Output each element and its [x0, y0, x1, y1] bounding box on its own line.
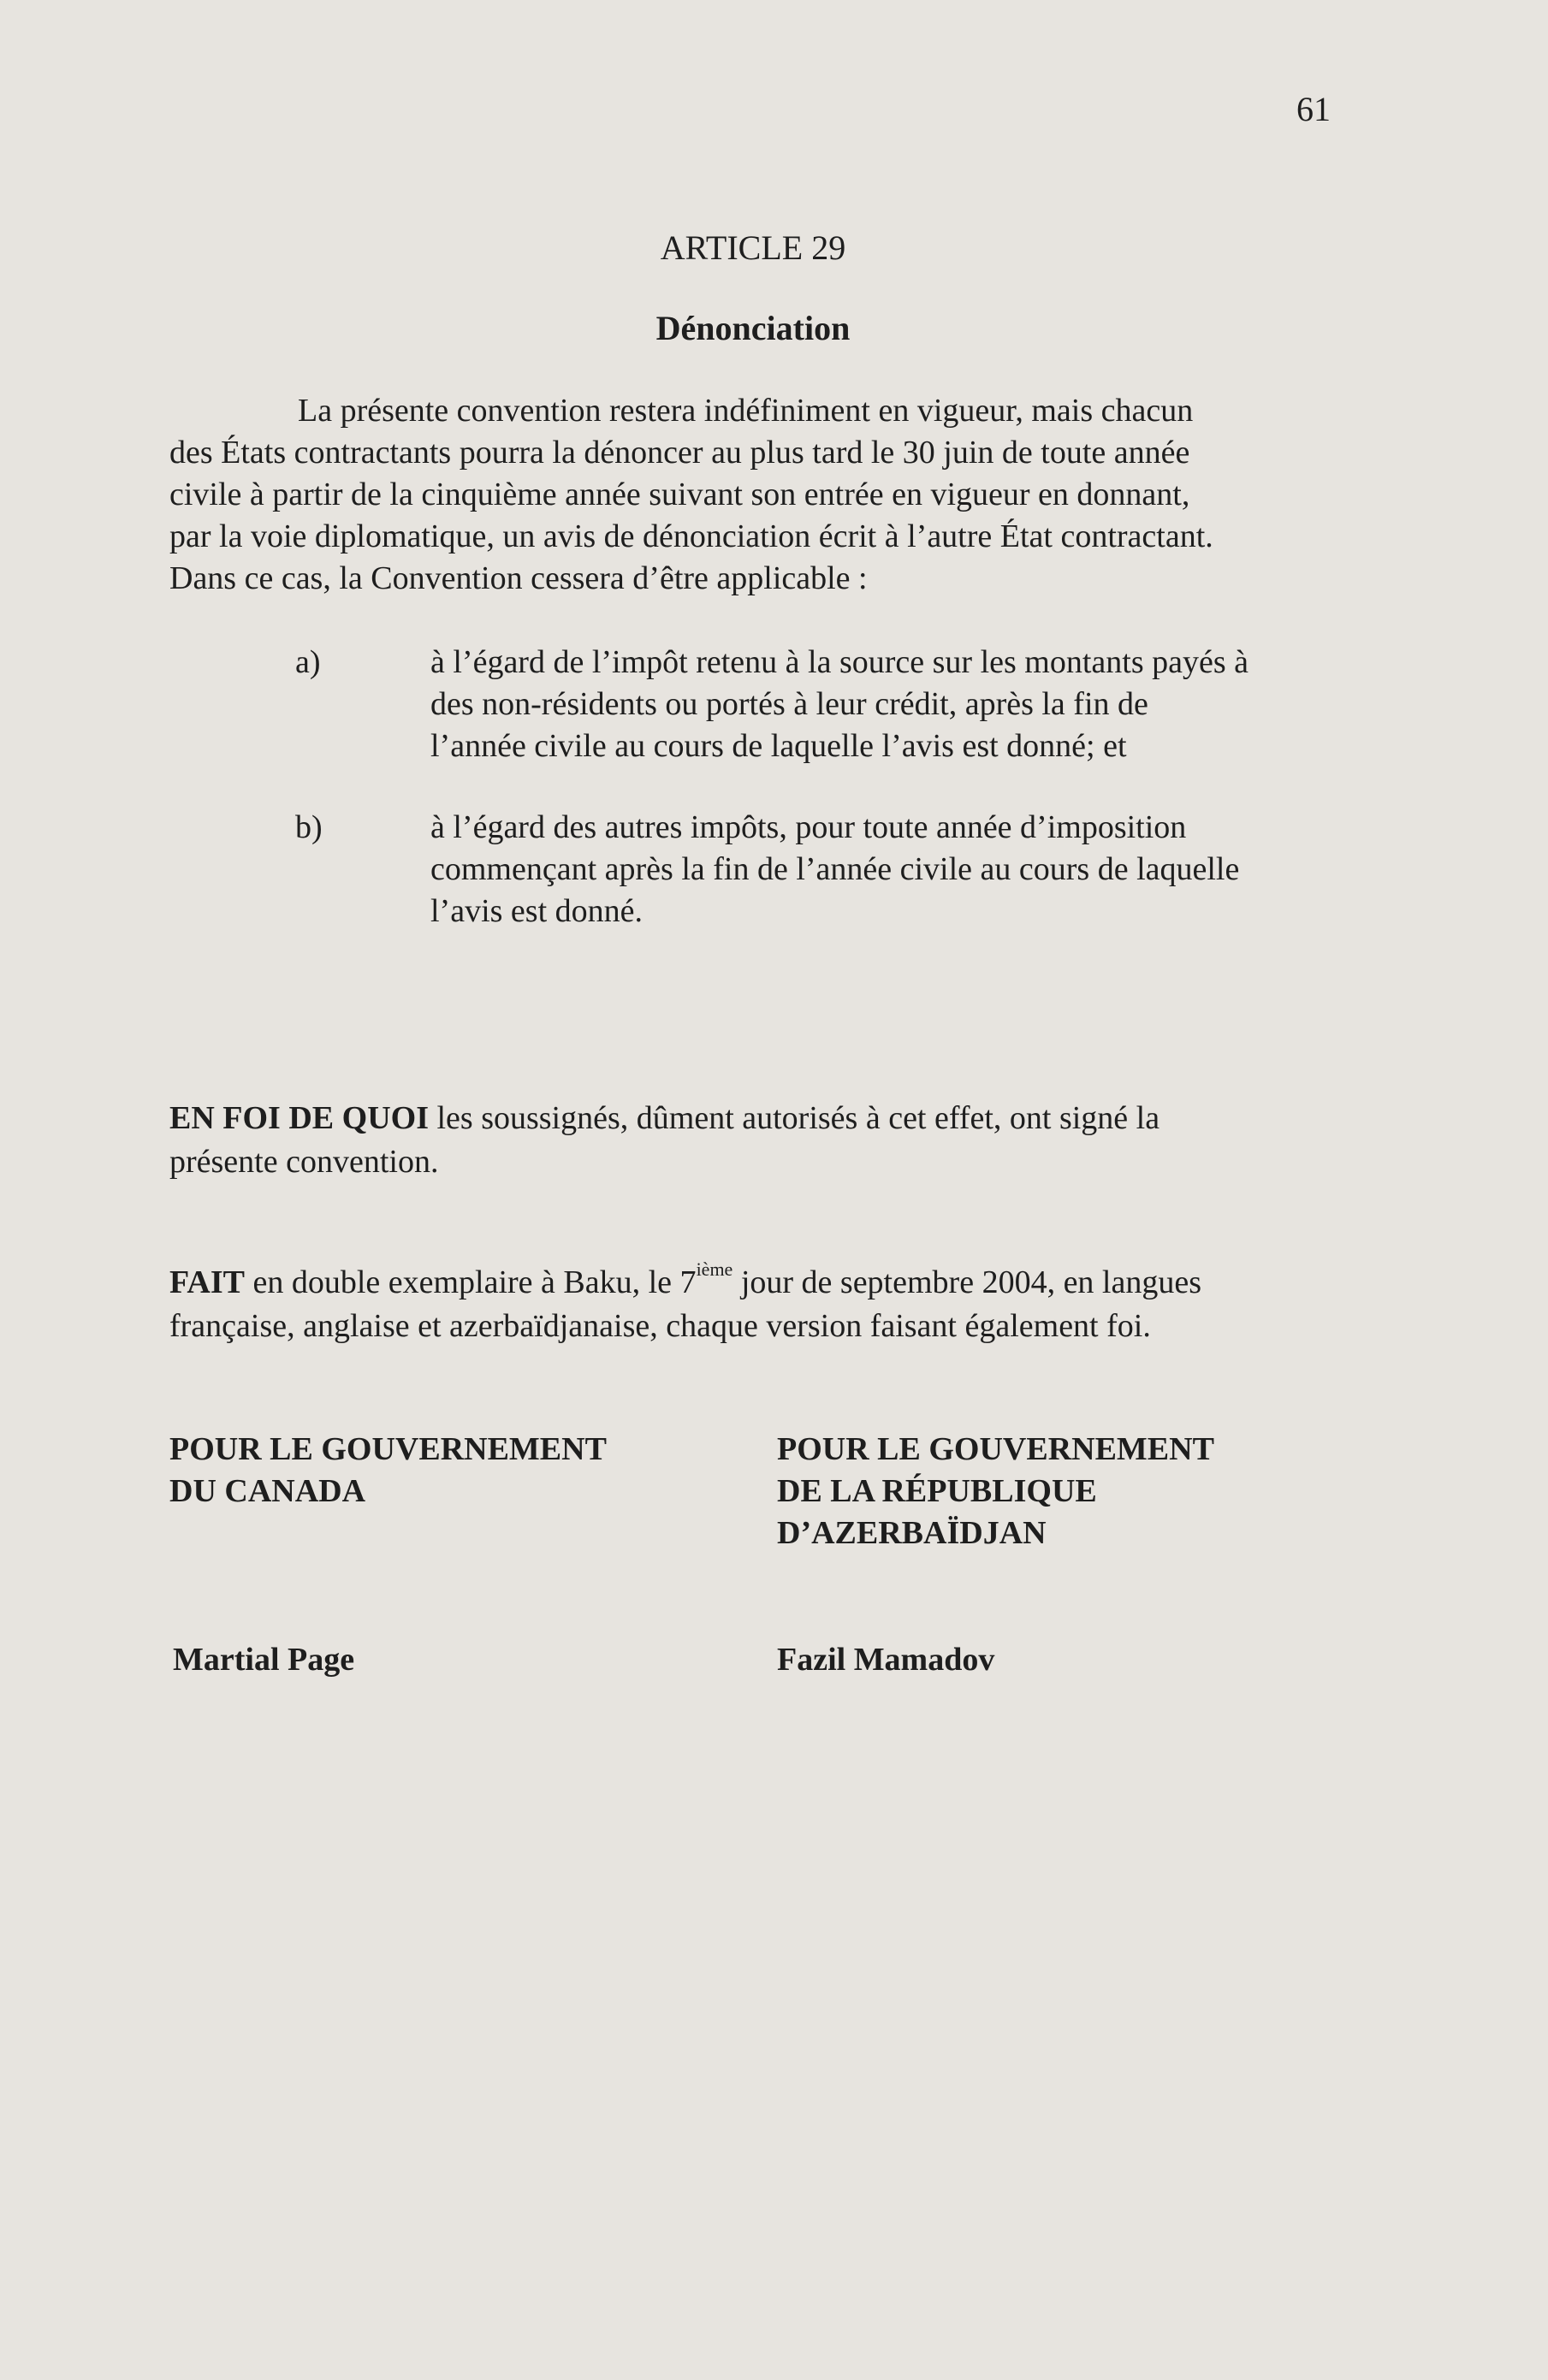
witness-line: présente convention. — [169, 1144, 439, 1180]
signature-heading-line: DU CANADA — [169, 1473, 366, 1509]
termination-paragraph — [169, 390, 1335, 600]
article-title: ARTICLE 29 — [660, 228, 846, 267]
list-item-line: l’avis est donné. — [430, 893, 644, 929]
list-item-line: commençant après la fin de l’année civile au cours de laquelle — [430, 851, 1240, 887]
list-item-line: à l’égard des autres impôts, pour toute année d’imposition — [430, 809, 1187, 845]
list-item-line: à l’égard de l’impôt retenu à la source sur les montants payés à — [430, 644, 1248, 680]
list-item-label: b) — [295, 809, 323, 845]
list-item-text — [430, 642, 1363, 767]
signature-heading-line: DE LA RÉPUBLIQUE — [777, 1473, 1097, 1509]
paragraph-line: Dans ce cas, la Convention cessera d’être applicable : — [169, 560, 868, 596]
paragraph-line: des États contractants pourra la dénoncer au plus tard le 30 juin de toute année — [169, 435, 1190, 471]
signature-block-canada — [169, 1429, 726, 1513]
witness-line — [169, 1097, 1335, 1140]
done-line: française, anglaise et azerbaïdjanaise, chaque version faisant également foi. — [169, 1308, 1151, 1344]
article-subtitle: Dénonciation — [655, 309, 851, 347]
list-item-label: a) — [295, 644, 321, 680]
signer-name-canada: Martial Page — [173, 1642, 355, 1678]
page-number: 61 — [1296, 90, 1331, 128]
list-item-line: des non-résidents ou portés à leur crédit, après la fin de — [430, 686, 1148, 722]
done-superscript: ième — [696, 1258, 733, 1280]
list-item-line: l’année civile au cours de laquelle l’avis est donné; et — [430, 728, 1127, 764]
signature-heading-line: D’AZERBAÏDJAN — [777, 1515, 1047, 1551]
list-item-text — [430, 807, 1363, 932]
paragraph-line: par la voie diplomatique, un avis de dénonciation écrit à l’autre État contractant. — [169, 518, 1213, 554]
done-lead: FAIT — [169, 1264, 245, 1300]
done-text: jour de septembre 2004, en langues — [732, 1264, 1202, 1300]
signer-name-azerbaijan: Fazil Mamadov — [777, 1642, 995, 1678]
paragraph-line: La présente convention restera indéfiniment en vigueur, mais chacun — [298, 393, 1194, 429]
paragraph-line: civile à partir de la cinquième année suivant son entrée en vigueur en donnant, — [169, 477, 1190, 512]
witness-text: les soussignés, dûment autorisés à cet effet, ont signé la — [428, 1100, 1160, 1136]
witness-lead: EN FOI DE QUOI — [169, 1100, 429, 1136]
signature-block-azerbaijan — [777, 1429, 1333, 1554]
done-line — [169, 1258, 1335, 1305]
signature-heading-line: POUR LE GOUVERNEMENT — [169, 1431, 607, 1467]
signature-heading-line: POUR LE GOUVERNEMENT — [777, 1431, 1214, 1467]
done-text: en double exemplaire à Baku, le 7 — [244, 1264, 697, 1300]
witness-clause — [169, 1097, 1335, 1184]
done-clause — [169, 1258, 1335, 1348]
